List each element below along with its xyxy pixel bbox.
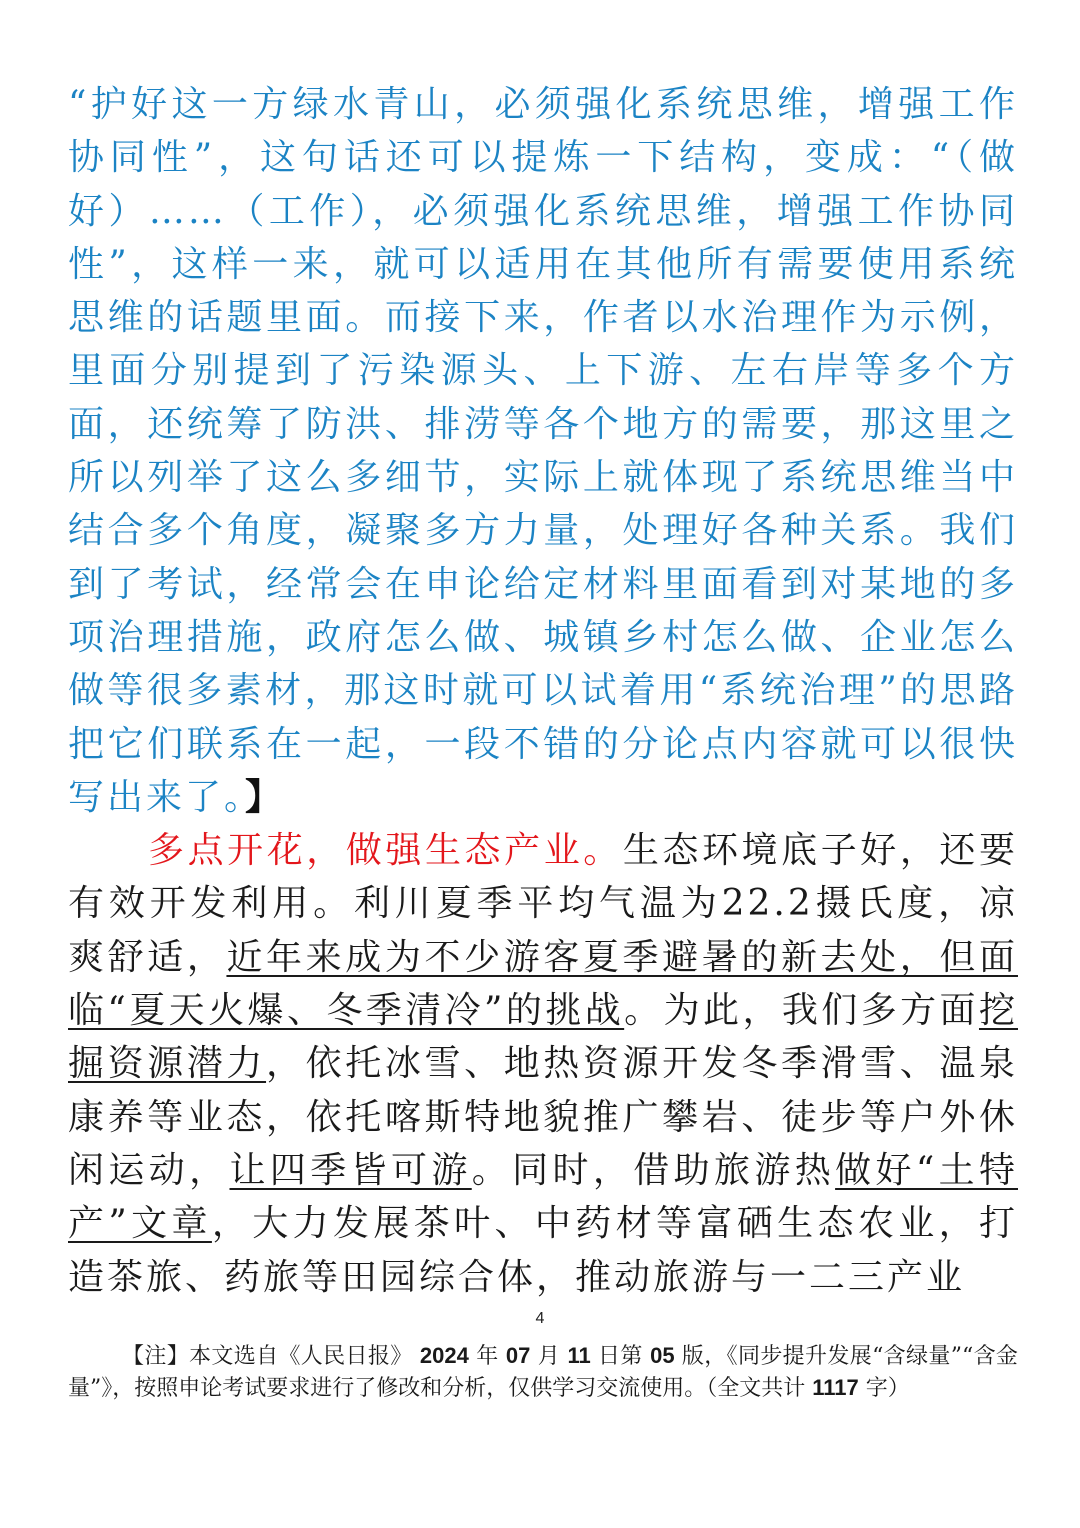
paragraph-text-1: 生态环境底子好，还要有效开发利用。利川夏季平均气温为22.2摄氏度，凉爽舒适， <box>68 830 1018 978</box>
footnote-text-5: 版，《同步提升发展“含绿量”“含金量”》，按照申论考试要求进行了修改和分析，仅供学习交流使用。（全文共计 <box>68 1344 1018 1401</box>
body-paragraph <box>68 824 1018 1304</box>
footnote-text-4: 日第 <box>598 1344 643 1369</box>
paragraph-text-5: ，大力发展茶叶、中药材等富硒生态农业，打造茶旅、药旅等田园综合体，推动旅游与一二三产业 <box>68 1203 1018 1298</box>
footnote-text-2: 年 <box>476 1344 499 1369</box>
commentary-close-bracket: 】 <box>245 775 285 818</box>
footnote <box>68 1340 1018 1404</box>
footnote-edition: 05 <box>650 1343 675 1368</box>
footnote-year: 2024 <box>419 1343 469 1368</box>
paragraph-text-3: ，依托冰雪、地热资源开发冬季滑雪、温泉康养等业态，依托喀斯特地貌推广攀岩、徒步等户外休闲运动， <box>68 1043 1018 1191</box>
underlined-phrase-3: 让四季皆可游 <box>229 1149 472 1191</box>
underlined-phrase-4: 做好“土特产”文章 <box>68 1149 1018 1245</box>
paragraph-text-2: 。为此，我们多方面 <box>624 990 979 1032</box>
commentary-text: “护好这一方绿水青山，必须强化系统思维，增强工作协同性”，这句话还可以提炼一下结构，变成：“（做好）……（工作），必须强化系统思维，增强工作协同性”，这样一来，就可以适用在其他所有需要使用系统思维的话题里面。而接下来，作者以水治理作为示例，里面分别提到了污染源头、上下游、左右岸等多个方面，还统筹了防洪、排涝等各个地方的需要，那这里之所以列举了这么多细节，实际上就体现了系统思维当中结合多个角度，凝聚多方力量，处理好各种关系。我们到了考试，经常会在申论给定材料里面看到对某地的多项治理措施，政府怎么做、城镇乡村怎么做、企业怎么做等很多素材，那这时就可以试着用“系统治理”的思路把它们联系在一起，一段不错的分论点内容就可以很快写出来了。 <box>68 84 1018 818</box>
paragraph-text-4: 。同时，借助旅游热 <box>471 1149 836 1191</box>
page-number: 4 <box>535 1310 545 1327</box>
underlined-phrase-2: 挖掘资源潜力 <box>68 990 1018 1085</box>
main-text <box>68 78 1018 1304</box>
underlined-phrase-1: 近年来成为不少游客夏季避暑的新去处，但面临“夏天火爆、冬季清冷”的挑战 <box>68 936 1018 1032</box>
footnote-text-1: 【注】本文选自《人民日报》 <box>122 1344 413 1369</box>
footnote-month: 07 <box>505 1343 531 1368</box>
paragraph-lead-sentence: 多点开花，做强生态产业。 <box>148 830 623 872</box>
footnote-word-count: 1117 <box>812 1375 859 1400</box>
footnote-day: 11 <box>567 1343 591 1368</box>
footnote-text-3: 月 <box>537 1344 561 1369</box>
commentary-paragraph <box>68 78 1018 824</box>
footnote-text-6: 字） <box>865 1376 910 1401</box>
